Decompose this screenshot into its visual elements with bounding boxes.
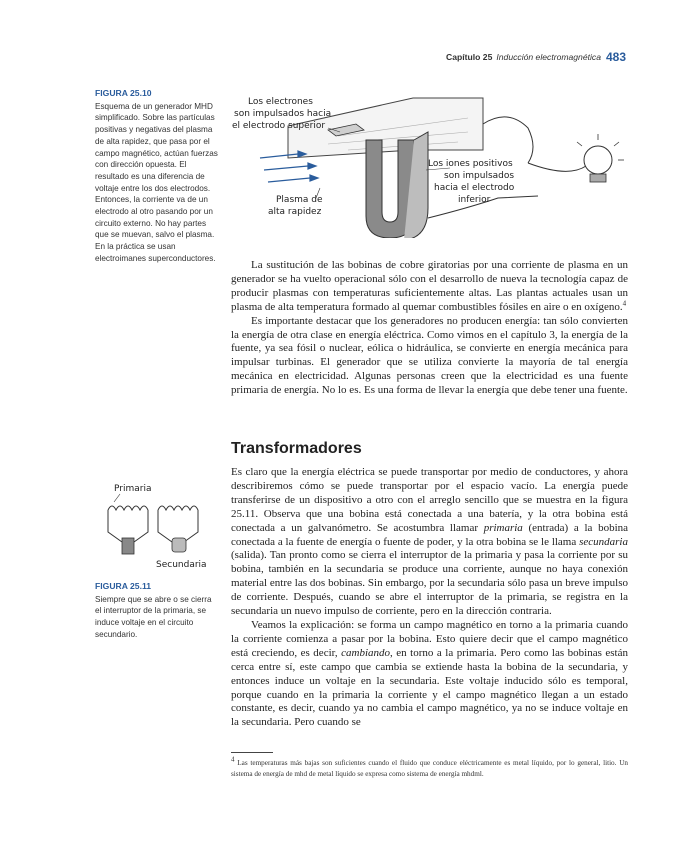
term-secundaria: secundaria <box>579 535 628 548</box>
figure-label: FIGURA 25.10 <box>95 88 152 98</box>
paragraph-transformers-1 <box>231 466 628 619</box>
paragraph-mhd-text: La sustitución de las bobinas de cobre giratorias por una corriente de plasma en un generador se ha vuelto operacional sólo con el desarrollo de nueva la tecnología capaz de producir plasmas con temperaturas suficientemente altas. Las plantas actuales usan un plasma de alta temperatura formado al quemar combustibles fósiles en aire o en oxígeno. <box>231 259 628 313</box>
coils-illustration <box>100 480 210 572</box>
annotation-electrons-line-3: el electrodo superior <box>232 121 326 131</box>
primary-leader <box>114 494 120 502</box>
galvanometer-icon <box>172 538 186 552</box>
annotation-electrons-line-1: Los electrones <box>248 97 313 107</box>
figure-caption-text: Siempre que se abre o se cierra el interruptor de la primaria, se induce voltaje en el circuito secundario. <box>95 594 212 639</box>
primary-coil <box>108 506 148 542</box>
figure-25-10-caption <box>95 88 219 265</box>
section-title: Transformadores <box>231 440 362 457</box>
paragraph-transformers-2 <box>231 619 628 730</box>
body-text-top <box>231 259 628 398</box>
light-bulb-icon <box>584 146 612 174</box>
footnote-marker: 4 <box>622 299 627 308</box>
annotation-electrons-line-2: son impulsados hacia <box>234 109 332 119</box>
annotation-plasma-line-2: alta rapidez <box>268 207 322 217</box>
paragraph-mhd <box>231 259 628 315</box>
annotation-plasma-line-1: Plasma de <box>276 195 323 205</box>
footnote-number: 4 <box>231 755 235 764</box>
term-cambiando: cambiando <box>341 646 391 659</box>
annotation-ions-line-4: inferior <box>458 195 491 205</box>
chapter-title: Inducción electromagnética <box>496 52 601 62</box>
running-header <box>0 52 681 68</box>
chapter-heading <box>446 52 601 62</box>
p1-part-a: Es claro que la energía eléctrica se puede transportar por medio de conductores, y ahora describiremos cómo se puede transportar por el espacio vacío. La energía puede transferirse de un dispositivo a otro con el arreglo sencillo que se muestra en la figura 25.11. Observa que una bobina está conectada a una batería, y la otra bobina está conectada a un galvanómetro. Se acostumbra llamar <box>231 466 628 534</box>
body-text-transformers <box>231 466 628 730</box>
footnote-text: Las temperaturas más bajas son suficientes cuando el fluido que conduce eléctricamente es metal líquido, por lo general, litio. Un sistema de energía de mhd de metal líquido se expresa como sistema de energía mhdml. <box>231 759 628 778</box>
annotation-ions-line-1: Los iones positivos <box>428 159 513 169</box>
footnote-rule <box>231 752 273 753</box>
battery-icon <box>122 538 134 554</box>
secondary-coil <box>158 506 198 542</box>
figure-caption-text: Esquema de un generador MHD simplificado. Sobre las partículas positivas y negativas del plasma de alta rapidez, que pasa por el campo magnético, actúan fuerzas con dirección opuesta. El resultado es una diferencia de voltaje entre los dos electrodos. Entonces, la corriente va de un electrodo al otro pasando por un circuito externo. No hay partes que se muevan, salvo el plasma. En la práctica se usan electroimanes superconductores. <box>95 101 218 263</box>
figure-25-11-caption <box>95 581 219 641</box>
annotation-ions-line-2: son impulsados <box>444 171 515 181</box>
annotation-ions-line-3: hacia el electrodo <box>434 183 515 193</box>
term-primaria: primaria <box>483 521 523 534</box>
figure-label: FIGURA 25.11 <box>95 581 152 591</box>
wire-to-bulb <box>528 163 586 171</box>
p1-part-c: (salida). Tan pronto como se cierra el interruptor de la primaria y pasa la corriente por su bobina, también en la secundaria se produce una corriente, aunque no haya conexión material entre las dos bobinas. Sin embargo, por la secundaria sólo pasa un breve impulso de corriente. Después, cuando se abre el interruptor de la primaria, se registra en la secundaria un nuevo impulso de corriente, pero en la dirección contraria. <box>231 549 628 618</box>
p2-part-b: , en torno a la primaria. Pero como las bobinas están cerca entre sí, este campo que cambia se extiende hasta la bobina de la secundaria, y entonces induce un voltaje en la secundaria. Este voltaje inducido sólo es temporal, porque cuando en la primaria la corriente y el campo magnético llegan a un estado constante, es decir, cuando ya no cambia el campo magnético, ya no se induce voltaje en la secundaria. Pero cuando se <box>231 646 628 729</box>
bulb-base <box>590 174 606 182</box>
page-number: 483 <box>606 50 627 64</box>
wire-upper <box>483 117 533 163</box>
paragraph-energy: Es importante destacar que los generadores no producen energía: tan sólo convierten la energía de otra clase en energía eléctrica. Como vimos en el capítulo 3, la energía de la fuente, ya sea fósil o nuclear, eólica o hidráulica, se convierte en energía mecánica para impulsar turbinas. El generador que se utiliza convierte la mayoría de tal energía mecánica en electricidad. Algunas personas creen que la electricidad es una fuente primaria de energía. No lo es. Es una forma de llevar la energía que debe tener una fuente. <box>231 314 628 397</box>
p2-part-a: Veamos la explicación: se forma un campo magnético en torno a la primaria cuando la corriente comienza a pasar por la bobina. Esto quiere decir que el campo magnético está creciendo, es decir, <box>231 618 628 659</box>
secondary-label: Secundaria <box>156 560 207 570</box>
footnote <box>231 755 628 779</box>
p1-part-b: (entrada) a la bobina conectada a la fuente de energía o fuente de poder, y la otra bobina se le llama <box>231 521 629 548</box>
primary-label: Primaria <box>114 484 152 494</box>
mhd-generator-illustration <box>228 88 633 238</box>
chapter-label: Capítulo 25 <box>446 52 493 62</box>
